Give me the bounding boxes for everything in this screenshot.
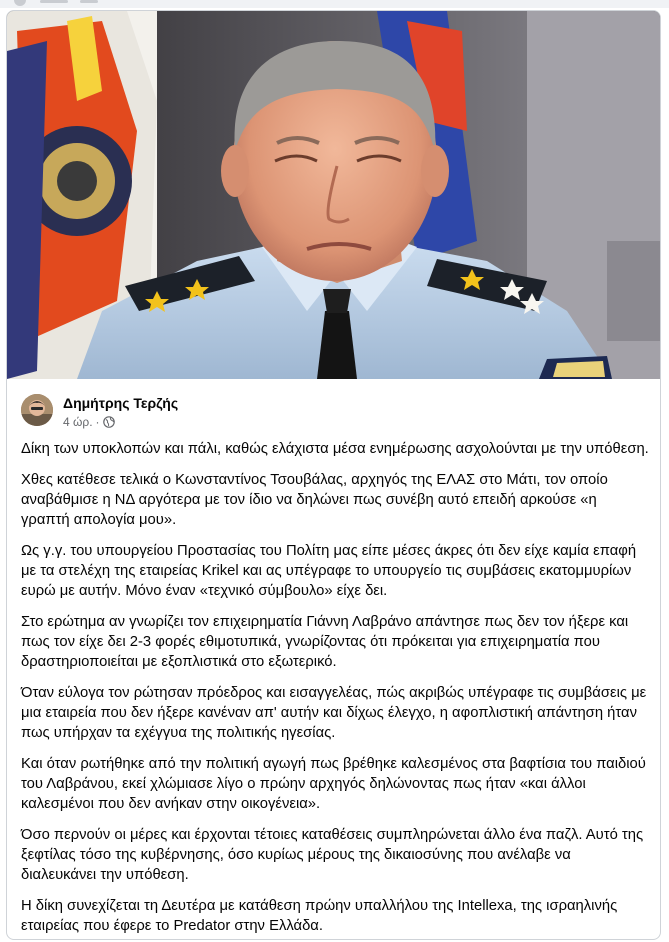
post-paragraph: Η δίκη συνεχίζεται τη Δευτέρα με κατάθεση πρώην υπαλλήλου της Intellexa, της ισραηλινής εταιρείας που έφερε το Predator στην Ελλάδα. xyxy=(21,898,618,934)
post-paragraph: Όταν εύλογα τον ρώτησαν πρόεδρος και εισαγγελέας, πώς ακριβώς υπέγραφε τις συμβάσεις με μια εταιρεία που δεν ήξερε κανέναν απ' αυτήν και δίχως έλεγχο, η αφοπλιστική απάντηση ήταν πως υπήρχαν τα εχέγγυα της πολιτικής ηγεσίας. xyxy=(21,685,647,741)
post-paragraph: Ως γ.γ. του υπουργείου Προστασίας του Πολίτη μας είπε μέσες άκρες ότι δεν είχε καμία επαφή με τα στελέχη της εταιρείας Krikel και ας υπέγραφε το υπουργείο τις συμβάσεις εκατομμυρίων ευρώ με αυτήν. Μόνο έναν «τεχνικό σύμβουλο» είχε δει. xyxy=(21,543,637,599)
post-paragraph: Όσο περνούν οι μέρες και έρχονται τέτοιες καταθέσεις συμπληρώνεται άλλο ένα παζλ. Αυτό της ξεφτίλας τόσο της κυβέρνησης, όσο κυρίως μέρους της δικαιοσύνης που ανέλαβε να διαλευκάνει την υπόθεση. xyxy=(21,827,644,883)
post-card xyxy=(6,10,661,940)
globe-icon[interactable] xyxy=(103,416,115,428)
post-paragraph: Και όταν ρωτήθηκε από την πολιτική αγωγή πως βρέθηκε καλεσμένος στα βαφτίσια του παιδιού του Λαβράνου, εκεί χλώμιασε λίγο ο πρώην αρχηγός δηλώνοντας πως ήταν «και άλλοι καλεσμένοι που δεν ανήκαν στην οικογένεια». xyxy=(21,756,646,812)
previous-avatar-fragment xyxy=(14,0,26,6)
previous-text-fragment xyxy=(80,0,98,3)
previous-post-edge xyxy=(0,0,669,8)
post-photo[interactable] xyxy=(7,11,660,379)
police-chief-portrait xyxy=(7,11,660,379)
post-meta xyxy=(63,415,115,429)
post-timestamp[interactable]: 4 ώρ. xyxy=(63,415,93,429)
post-paragraph: Στο ερώτημα αν γνωρίζει τον επιχειρηματία Γιάννη Λαβράνο απάντησε πως δεν τον ήξερε και πως τον είχε δει 2-3 φορές εθιμοτυπικά, γνωρίζοντας ότι πρόκειται για επιχειρηματία που δραστηριοποιείται με εξοπλιστικά στο εξωτερικό. xyxy=(21,614,629,670)
post-paragraph: Δίκη των υποκλοπών και πάλι, καθώς ελάχιστα μέσα ενημέρωσης ασχολούνται με την υπόθεση. xyxy=(21,441,649,457)
author-avatar[interactable] xyxy=(21,394,53,426)
previous-text-fragment xyxy=(40,0,68,3)
post-paragraph: Χθες κατέθεσε τελικά ο Κωνσταντίνος Τσουβάλας, αρχηγός της ΕΛΑΣ στο Μάτι, τον οποίο αναβάθμισε η ΝΔ αργότερα με τον ίδιο να δηλώνει πως συνέβη αυτό επειδή αρκούσε «η γραπτή απολογία μου». xyxy=(21,472,608,528)
post-text xyxy=(21,439,649,940)
meta-separator: · xyxy=(95,415,100,429)
avatar-photo-icon xyxy=(21,394,53,426)
author-name[interactable]: Δημήτρης Τερζής xyxy=(63,395,179,411)
